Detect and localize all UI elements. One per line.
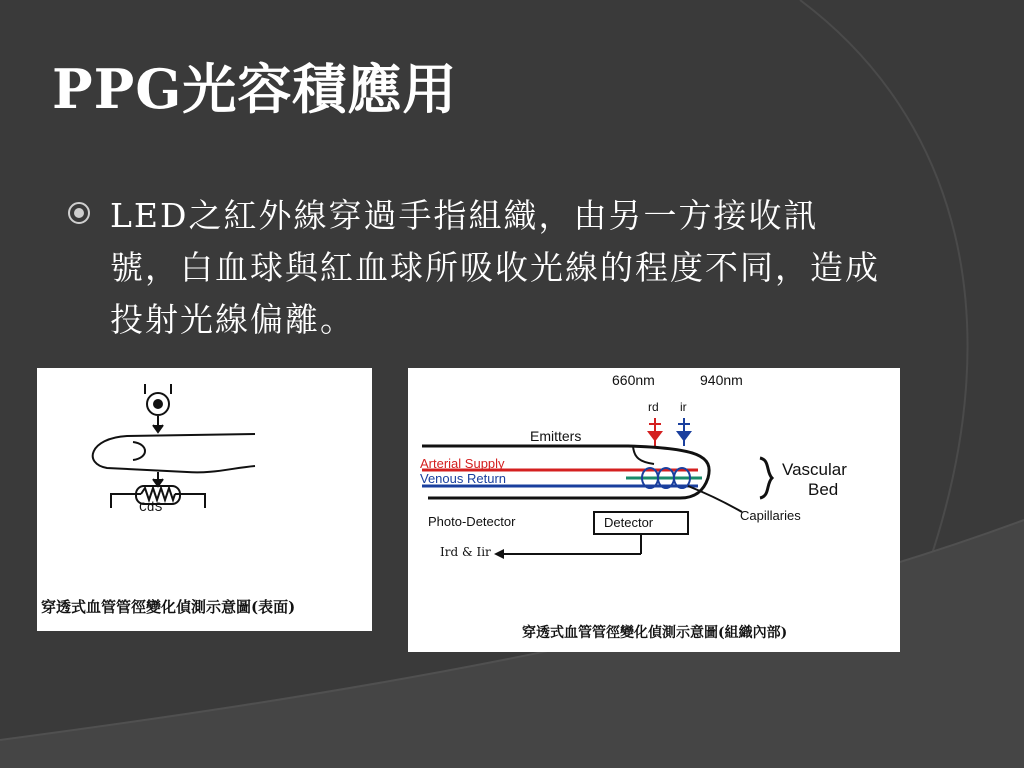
- output-signal-label: Ird & Iir: [440, 545, 491, 559]
- figure-right-caption: 穿透式血管管徑變化偵測示意圖(組織內部): [522, 625, 788, 641]
- wavelength-660-label: 660nm: [612, 372, 655, 388]
- figure-left-caption: 穿透式血管管徑變化偵測示意圖(表面): [41, 598, 296, 616]
- wavelength-940-label: 940nm: [700, 372, 743, 388]
- bed-label: Bed: [808, 480, 839, 499]
- photo-detector-label: Photo-Detector: [428, 514, 516, 529]
- bullet-text: LED之紅外線穿過手指組織，由另一方接收訊號，白血球與紅血球所吸收光線的程度不同，造成投射光線偏離。: [110, 196, 880, 339]
- bullet-list: [66, 190, 886, 346]
- capillaries-label: Capillaries: [740, 508, 801, 523]
- emitters-label: Emitters: [530, 428, 582, 444]
- arterial-supply-label: Arterial Supply: [420, 456, 505, 471]
- vascular-label: Vascular: [782, 460, 847, 479]
- tissue-cross-section-figure: [408, 368, 900, 652]
- detector-box-label: Detector: [604, 515, 654, 530]
- circled-dot-icon: [66, 200, 92, 226]
- finger-transmission-figure: [37, 368, 372, 631]
- rd-label: rd: [648, 400, 659, 414]
- cds-label: CdS: [139, 500, 163, 515]
- finger-sketch: [37, 368, 372, 631]
- slide-title: PPG光容積應用: [52, 57, 458, 121]
- venous-return-label: Venous Return: [420, 471, 507, 486]
- ir-label: ir: [680, 400, 687, 414]
